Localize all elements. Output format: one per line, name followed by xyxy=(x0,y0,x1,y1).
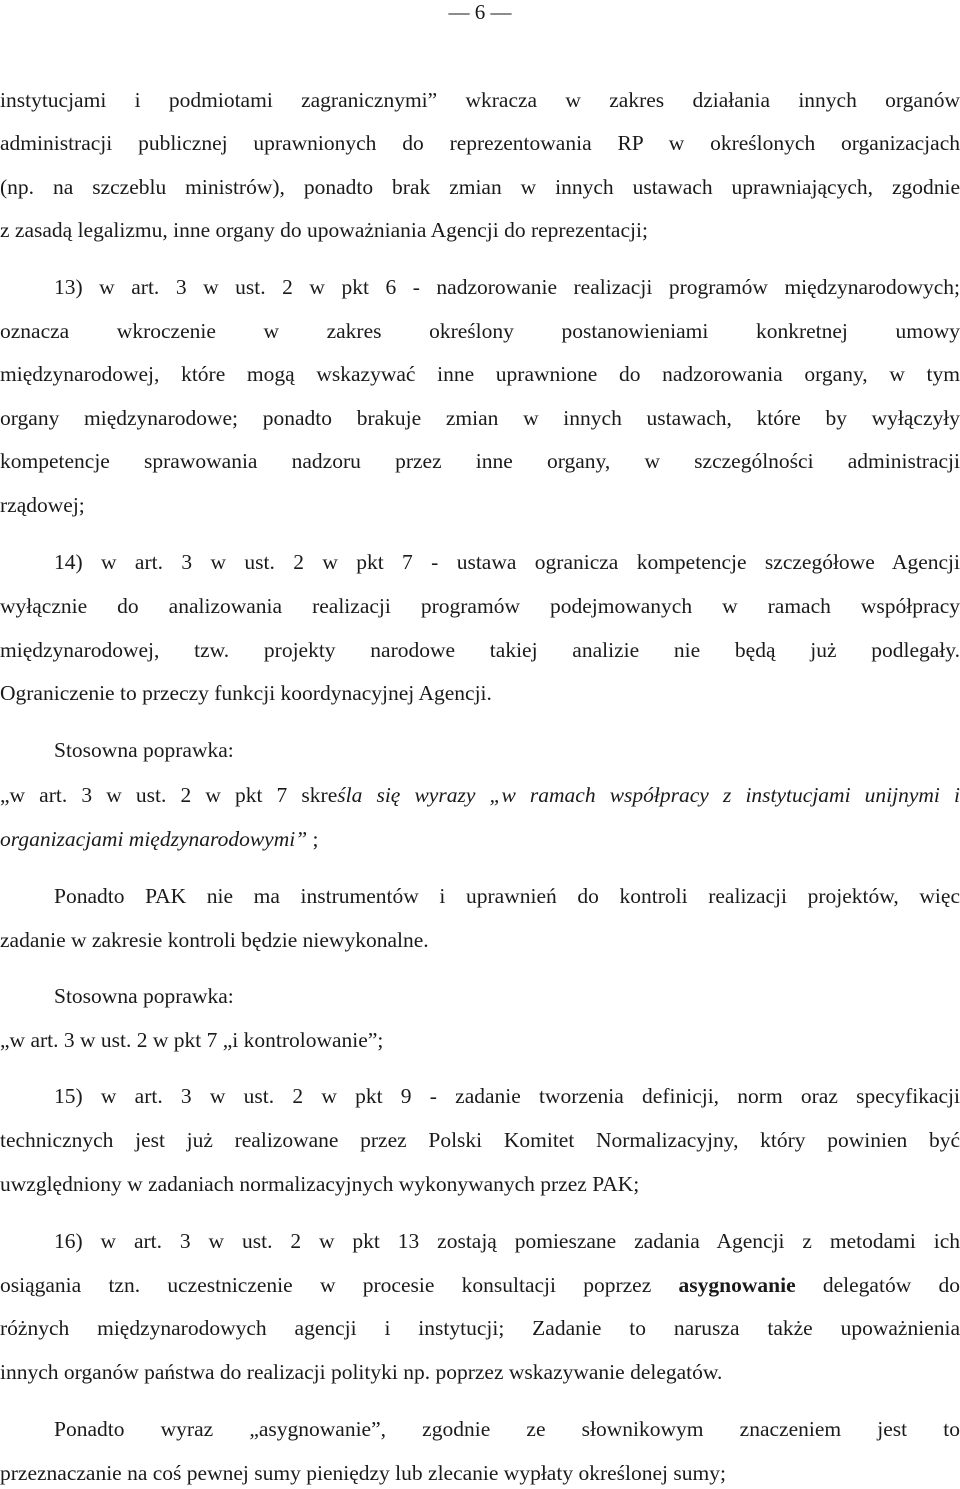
text-line: przeznaczanie na coś pewnej sumy pieniędzy lub zlecanie wypłaty określonej sumy; xyxy=(0,1461,726,1485)
bold-term: asygnowanie xyxy=(678,1273,796,1297)
text-line: technicznych jest już realizowane przez Polski Komitet Normalizacyjny, który powinien być xyxy=(0,1128,960,1152)
text-line xyxy=(0,1271,960,1299)
amendment-heading: Stosowna poprawka: xyxy=(54,738,234,762)
text-line: Ponadto PAK nie ma instrumentów i uprawnień do kontroli realizacji projektów, więc xyxy=(54,884,960,908)
text-line: 15) w art. 3 w ust. 2 w pkt 9 - zadanie tworzenia definicji, norm oraz specyfikacji xyxy=(54,1084,960,1108)
text-line: innych organów państwa do realizacji polityki np. poprzez wskazywanie delegatów. xyxy=(0,1360,723,1384)
text-line: rządowej; xyxy=(0,493,85,517)
text-line: uwzględniony w zadaniach normalizacyjnych wykonywanych przez PAK; xyxy=(0,1172,640,1196)
amendment-text-regular: ; xyxy=(312,827,319,851)
page-number: — 6 — xyxy=(448,0,512,24)
text-line: z zasadą legalizmu, inne organy do upoważniania Agencji do reprezentacji; xyxy=(0,218,648,242)
text-line: (np. na szczeblu ministrów), ponadto brak zmian w innych ustawach uprawniających, zgodnie xyxy=(0,175,960,199)
text-line: Ograniczenie to przeczy funkcji koordynacyjnej Agencji. xyxy=(0,681,492,705)
amendment-text-italic: organizacjami międzynarodowymi” xyxy=(0,827,308,851)
text-line: międzynarodowej, które mogą wskazywać inne uprawnione do nadzorowania organy, w tym xyxy=(0,362,960,386)
amendment-text xyxy=(0,825,960,853)
text-line: Ponadto wyraz „asygnowanie”, zgodnie ze słownikowym znaczeniem jest to xyxy=(54,1417,960,1441)
text-line: instytucjami i podmiotami zagranicznymi” wkracza w zakres działania innych organów xyxy=(0,88,960,112)
amendment-text-regular: „w art. 3 w ust. 2 w pkt 7 skre xyxy=(0,783,338,807)
text-line: międzynarodowej, tzw. projekty narodowe takiej analizie nie będą już podlegały. xyxy=(0,638,960,662)
text-line: organy międzynarodowe; ponadto brakuje zmian w innych ustawach, które by wyłączyły xyxy=(0,406,960,430)
amendment-heading: Stosowna poprawka: xyxy=(54,984,234,1008)
text-line: 13) w art. 3 w ust. 2 w pkt 6 - nadzorowanie realizacji programów międzynarodowych; xyxy=(54,275,960,299)
amendment-text: „w art. 3 w ust. 2 w pkt 7 „i kontrolowanie”; xyxy=(0,1028,384,1052)
text-line: wyłącznie do analizowania realizacji programów podejmowanych w ramach współpracy xyxy=(0,594,960,618)
text-line: 16) w art. 3 w ust. 2 w pkt 13 zostają pomieszane zadania Agencji z metodami ich xyxy=(54,1229,960,1253)
text-line: kompetencje sprawowania nadzoru przez inne organy, w szczególności administracji xyxy=(0,449,960,473)
text-line: zadanie w zakresie kontroli będzie niewykonalne. xyxy=(0,928,429,952)
text-span: osiągania tzn. uczestniczenie w procesie konsultacji poprzez xyxy=(0,1273,679,1297)
text-line: 14) w art. 3 w ust. 2 w pkt 7 - ustawa ogranicza kompetencje szczegółowe Agencji xyxy=(54,550,960,574)
text-line: różnych międzynarodowych agencji i instytucji; Zadanie to narusza także upoważnienia xyxy=(0,1316,960,1340)
amendment-text xyxy=(0,781,960,809)
text-line: oznacza wkroczenie w zakres określony postanowieniami konkretnej umowy xyxy=(0,319,960,343)
amendment-text-italic: śla się wyrazy „w ramach współpracy z instytucjami unijnymi i xyxy=(337,783,960,807)
text-line: administracji publicznej uprawnionych do reprezentowania RP w określonych organizacjach xyxy=(0,131,960,155)
text-span: delegatów do xyxy=(795,1273,960,1297)
